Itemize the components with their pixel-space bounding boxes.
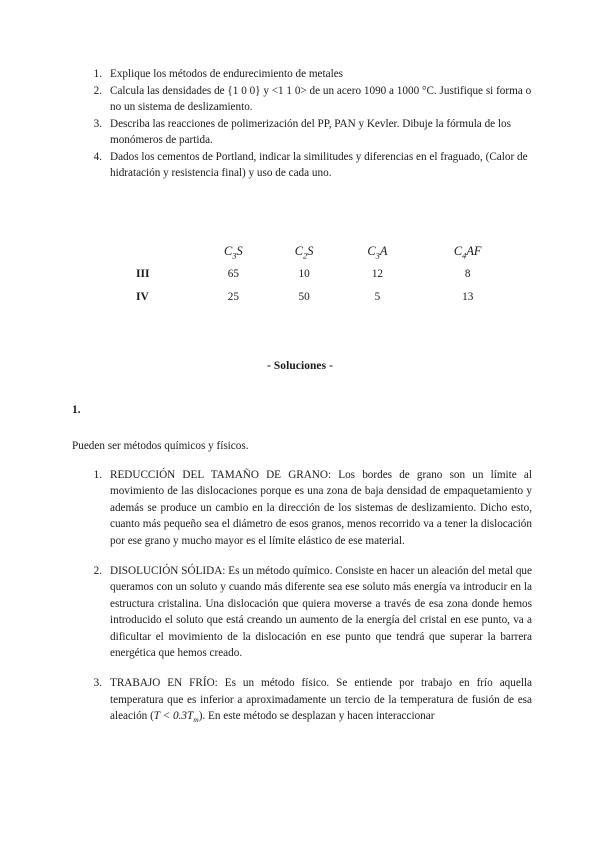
question-number: 4. (93, 150, 102, 163)
cement-composition-table (132, 228, 520, 308)
question-number: 2. (93, 84, 102, 97)
answer-number: 2. (93, 565, 102, 578)
answer-text-before: Es un método físico. Se entiende por trabajo en frío aquella temperatura que es inferior a aproximadamente un tercio de la temperatura de fusión de esa aleación ( (110, 677, 532, 723)
question-number: 1. (93, 68, 102, 80)
answer-text-after: ). En este método se desplazan y hacen interaccionar (198, 710, 435, 723)
solutions-heading: - Soluciones - (267, 360, 333, 372)
table-corner-cell (132, 228, 198, 262)
table-row (132, 285, 520, 308)
section-number: 1. (72, 404, 81, 416)
answer-number: 1. (93, 469, 102, 481)
answer-list (84, 467, 532, 729)
table-row (132, 262, 520, 285)
table-header-row (132, 228, 520, 262)
question-item (84, 83, 532, 115)
formula-variable-t: T (153, 710, 160, 723)
table-header-c3a: $C_3A$ (367, 243, 388, 260)
question-text: Describa las reacciones de polimerización del PP, PAN y Kevler. Dibuje la fórmula de los monómeros de partida. (110, 117, 511, 146)
question-list (84, 66, 532, 181)
formula-operator: < 0.3 (159, 710, 187, 723)
table-header-c3s: $C_3S$ (224, 243, 243, 260)
table-row-label: III (136, 267, 150, 280)
question-item (84, 116, 532, 148)
question-text: Dados los cementos de Portland, indicar la similitudes y diferencias en el fraguado, (Calor de hidratación y resistencia final) y uso de cada uno. (110, 150, 528, 179)
table-cell: 5 (374, 290, 381, 303)
table-cell: 12 (371, 267, 383, 280)
table-cell: 25 (227, 290, 239, 303)
table-cell: 50 (298, 290, 310, 303)
table-header-c4af: $C_4AF$ (453, 243, 482, 260)
answer-item (84, 675, 532, 728)
question-number: 3. (93, 117, 102, 130)
answer-number: 3. (93, 677, 102, 690)
table-row-label: IV (136, 290, 149, 303)
answer-item (84, 563, 532, 661)
question-item (84, 149, 532, 181)
question-item (84, 66, 532, 82)
answer-title: TRABAJO EN FRÍO: (110, 677, 218, 690)
intro-paragraph: Pueden ser métodos químicos y físicos. (72, 440, 249, 452)
table-cell: 10 (298, 267, 310, 280)
answer-text: Es un método químico. Consiste en hacer un aleación del metal que queramos con un soluto y cuando más diferente sea ese soluto más energía va introducir en la estructura cristalina. Una dislocación que quiera moverse a través de esa zona donde hemos introducido el soluto que está creando un aumento de la energía del cristal en ese punto, va a dificultar el movimiento de la dislocación en ese punto que tendrá que superar la barrera energética que hemos creado. (110, 565, 532, 660)
table-cell: 8 (464, 267, 471, 280)
answer-text: Los bordes de grano son un límite al movimiento de las dislocaciones porque es una zona de baja densidad de empaquetamiento y además se produce un cambio en la dirección de los sistemas de deslizamiento. Dicho esto, cuanto más pequeño sea el diámetro de esos granos, menos recorrido va a tener la dislocación por ese grano y mucho mayor es el límite elástico de ese material. (110, 469, 532, 547)
table-header-c2s: $C_2S$ (294, 243, 314, 260)
answer-item (84, 467, 532, 549)
cold-work-formula (153, 710, 199, 725)
answer-title: DISOLUCIÓN SÓLIDA: (110, 565, 226, 578)
question-text: Calcula las densidades de {1 0 0} y <1 1 0> de un acero 1090 a 1000 °C. Justifique si forma o no un sistema de deslizamiento. (110, 84, 532, 113)
question-text: Explique los métodos de endurecimiento de metales (110, 68, 344, 80)
table-cell: 13 (462, 290, 474, 303)
formula-subscript-m: m (193, 715, 199, 725)
answer-title: REDUCCIÓN DEL TAMAÑO DE GRANO: (110, 469, 332, 481)
formula-variable-tm: T (186, 710, 194, 723)
table-cell: 65 (227, 267, 239, 280)
